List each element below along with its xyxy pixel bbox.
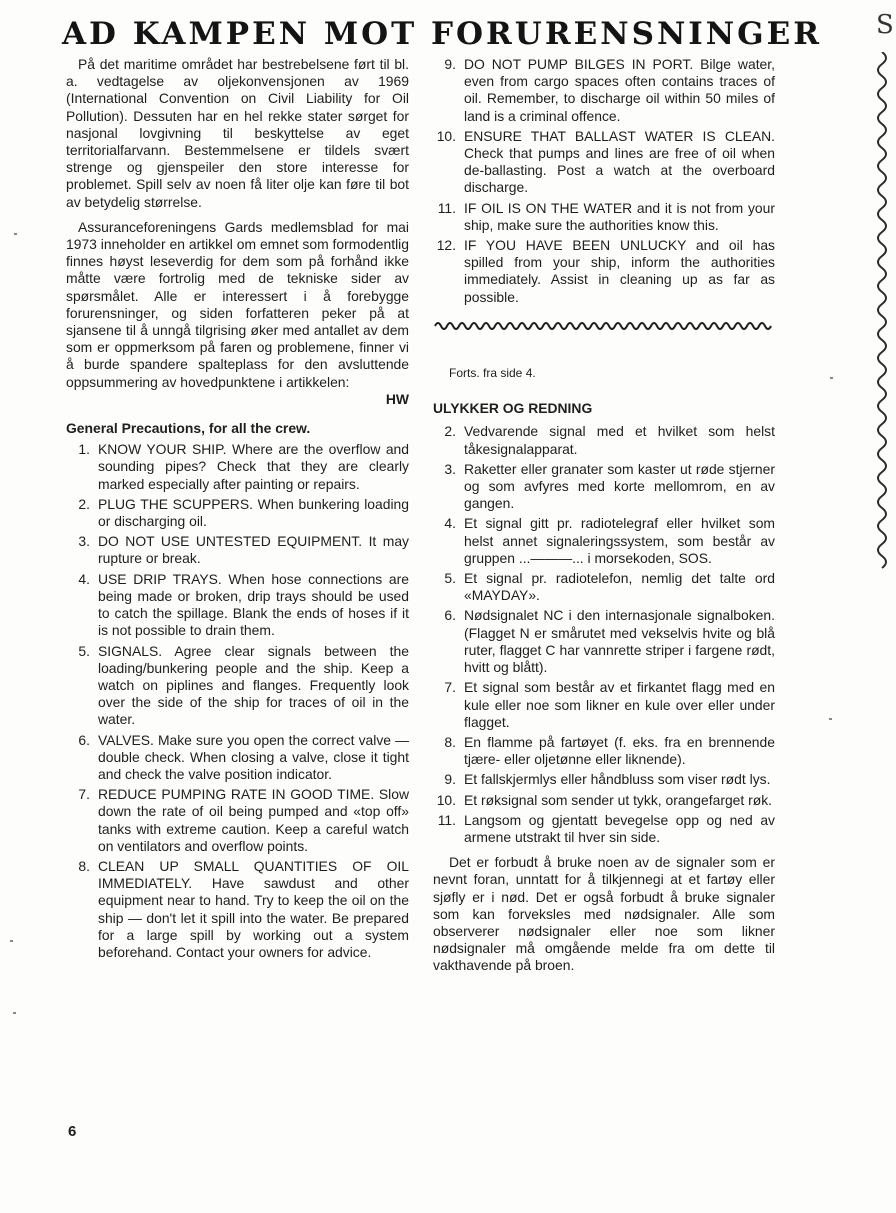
item-text: PLUG THE SCUPPERS. When bunkering loading or discharging oil. <box>98 495 409 530</box>
list-item <box>433 128 775 197</box>
item-text: ENSURE THAT BALLAST WATER IS CLEAN. Check that pumps and lines are free of oil when de-ballasting. Post a watch at the overboard discharge. <box>464 127 775 196</box>
list-item <box>433 461 775 513</box>
list-item <box>433 570 775 604</box>
item-text: Et signal som består av et firkantet flagg med en kule eller noe som likner en kule over eller under flagget. <box>464 679 775 730</box>
precautions-list-continued <box>433 56 775 306</box>
list-item <box>433 792 775 809</box>
list-item <box>433 423 775 457</box>
speck <box>10 940 13 942</box>
speck <box>830 377 833 379</box>
item-text: DO NOT USE UNTESTED EQUIPMENT. It may rupture or break. <box>98 533 409 567</box>
item-number: 8. <box>78 857 90 874</box>
item-number: 3. <box>444 460 456 477</box>
list-item <box>433 679 775 731</box>
item-text: En flamme på fartøyet (f. eks. fra en brennende tjære- eller oljetønne eller liknende). <box>464 733 775 768</box>
item-text: Et signal gitt pr. radiotelegraf eller hvilket som helst annet signaleringssystem, som består av gruppen ...———... i morsekoden, SOS. <box>464 515 775 566</box>
list-item <box>433 237 775 306</box>
list-item <box>433 734 775 768</box>
item-number: 5. <box>78 642 90 659</box>
page-number: 6 <box>68 1123 77 1140</box>
list-item <box>66 571 409 640</box>
item-text: KNOW YOUR SHIP. Where are the overflow and sounding pipes? Check that they are clearly marked especially after painting or repairs. <box>98 441 409 492</box>
left-column <box>66 56 409 964</box>
item-number: 4. <box>78 570 90 587</box>
list-item <box>433 515 775 567</box>
item-number: 5. <box>444 570 456 587</box>
precautions-heading: General Precautions, for all the crew. <box>66 420 311 437</box>
item-number: 11. <box>437 199 456 216</box>
list-item <box>66 858 409 961</box>
list-item <box>66 643 409 729</box>
wavy-divider <box>433 319 775 331</box>
rescue-heading: ULYKKER OG REDNING <box>433 400 593 417</box>
item-number: 7. <box>78 786 90 803</box>
item-text: Et røksignal som sender ut tykk, orangefarget røk. <box>464 791 773 808</box>
item-text: Raketter eller granater som kaster ut røde stjerner og som avfyres med korte mellomrom, en av gangen. <box>464 460 775 512</box>
item-number: 2. <box>78 495 90 512</box>
speck <box>13 1012 16 1014</box>
item-number: 2. <box>444 423 456 440</box>
list-item <box>66 441 409 493</box>
item-number: 4. <box>444 515 456 532</box>
facing-page-border <box>872 52 892 572</box>
item-number: 9. <box>444 56 456 72</box>
item-number: 6. <box>78 731 90 748</box>
list-item <box>433 56 775 125</box>
headline: AD KAMPEN MOT FORURENSNINGER <box>62 16 822 52</box>
item-text: USE DRIP TRAYS. When hose connections are being made or broken, drip trays should be used to catch the spillage. Blank the ends of hoses if it is not possible to drain them. <box>98 570 409 639</box>
item-number: 10. <box>436 791 456 808</box>
right-column <box>433 56 775 975</box>
intro-paragraph-1: På det maritime området har bestrebelsene ført til bl. a. vedtagelse av oljekonvensjonen av 1969 (International Convention on Civil Liability for Oil Pollution). Dessuten har en hel rekke stater sørget for nasjonal lovgivning til beskyttelse av eget territorialfarvann. Bestemmelsene er tildels svært strenge og gjenspeiler den store interesse for problemet. Spill selv av noen få liter olje kan føre til bot av betydelig størrelse. <box>66 56 409 210</box>
item-text: IF YOU HAVE BEEN UNLUCKY and oil has spilled from your ship, inform the authorities immediately. Assist in cleaning up as far as possible. <box>464 237 775 305</box>
list-item <box>66 732 409 784</box>
item-number: 9. <box>444 771 456 788</box>
signature-line <box>66 391 409 408</box>
facing-page-letter: S <box>876 10 894 40</box>
item-text: CLEAN UP SMALL QUANTITIES OF OIL IMMEDIATELY. Have sawdust and other equipment near to hand. Try to keep the oil on the ship — don't let it spill into the water. Be prepared for a large spill by working out a system beforehand. Contact your owners for advice. <box>98 857 409 960</box>
list-item <box>66 496 409 530</box>
list-item <box>433 771 775 788</box>
item-number: 8. <box>444 733 456 750</box>
item-text: Vedvarende signal med et hvilket som helst tåkesignalapparat. <box>464 423 775 457</box>
precautions-list <box>66 441 409 961</box>
item-text: Langsom og gjentatt bevegelse opp og ned av armene utstrakt til hver sin side. <box>464 811 775 845</box>
item-text: REDUCE PUMPING RATE IN GOOD TIME. Slow down the rate of oil being pumped and «top off» tanks with extreme caution. Keep a careful watch on ventilators and overflow points. <box>98 786 409 854</box>
speck <box>14 233 17 235</box>
intro-paragraph-2: Assuranceforeningens Gards medlemsblad for mai 1973 inneholder en artikkel om emnet som formodentlig finnes høyst leseverdig for dem som på forhånd ikke måtte være fortrolig med de tekniske sider av spørsmålet. Alle er interessert i å forebygge forurensninger, og siden forfatteren peker på at sjansene til å unngå tilgrising øker med antallet av dem som er oppmerksom på faren og problemene, finner vi å burde spandere spalteplass for den avsluttende oppsummering av hovedpunktene i artikkelen: <box>66 218 409 390</box>
continued-note: Forts. fra side 4. <box>449 366 536 381</box>
list-item <box>433 200 775 234</box>
item-number: 1. <box>78 441 90 458</box>
list-item <box>433 812 775 846</box>
item-text: VALVES. Make sure you open the correct valve — double check. When closing a valve, close it tight and check the valve position indicator. <box>98 731 409 782</box>
item-number: 10. <box>436 127 456 144</box>
list-item <box>66 786 409 855</box>
closing-paragraph: Det er forbudt å bruke noen av de signaler som er nevnt foran, unntatt for å tilkjennegi at et fartøy eller sjøfly er i nød. Det er også forbudt å bruke signaler som kan forveksles med nødsignaler. Alle som observerer nødsignaler eller noe som likner nødsignaler må omgående melde fra om dette til vakthavende på broen. <box>433 854 775 974</box>
item-number: 7. <box>444 679 456 696</box>
item-number: 12. <box>436 237 456 254</box>
item-text: Nødsignalet NC i den internasjonale signalboken. (Flagget N er smårutet med vekselvis hvite og blå ruter, flagget C har vannrette striper i fargene rødt, hvitt og blått). <box>464 607 775 676</box>
item-number: 11. <box>437 811 456 828</box>
item-text: Et fallskjermlys eller håndbluss som viser rødt lys. <box>464 771 771 788</box>
item-number: 3. <box>78 533 90 550</box>
item-text: SIGNALS. Agree clear signals between the loading/bunkering people and the ship. Keep a watch on piplines and flanges. Frequently look over the side of the ship for traces of oil in the water. <box>98 642 409 728</box>
item-text: IF OIL IS ON THE WATER and it is not from your ship, make sure the authorities know this. <box>464 199 775 233</box>
list-item <box>433 607 775 676</box>
item-number: 6. <box>444 607 456 624</box>
item-text: DO NOT PUMP BILGES IN PORT. Bilge water, even from cargo spaces often contains traces of oil. Remember, to discharge oil within 50 miles of land is a criminal offence. <box>464 56 775 124</box>
rescue-list <box>433 423 775 846</box>
signature: HW <box>385 390 409 407</box>
list-item <box>66 533 409 567</box>
item-text: Et signal pr. radiotelefon, nemlig det talte ord «MAYDAY». <box>464 570 775 604</box>
speck <box>829 718 832 720</box>
